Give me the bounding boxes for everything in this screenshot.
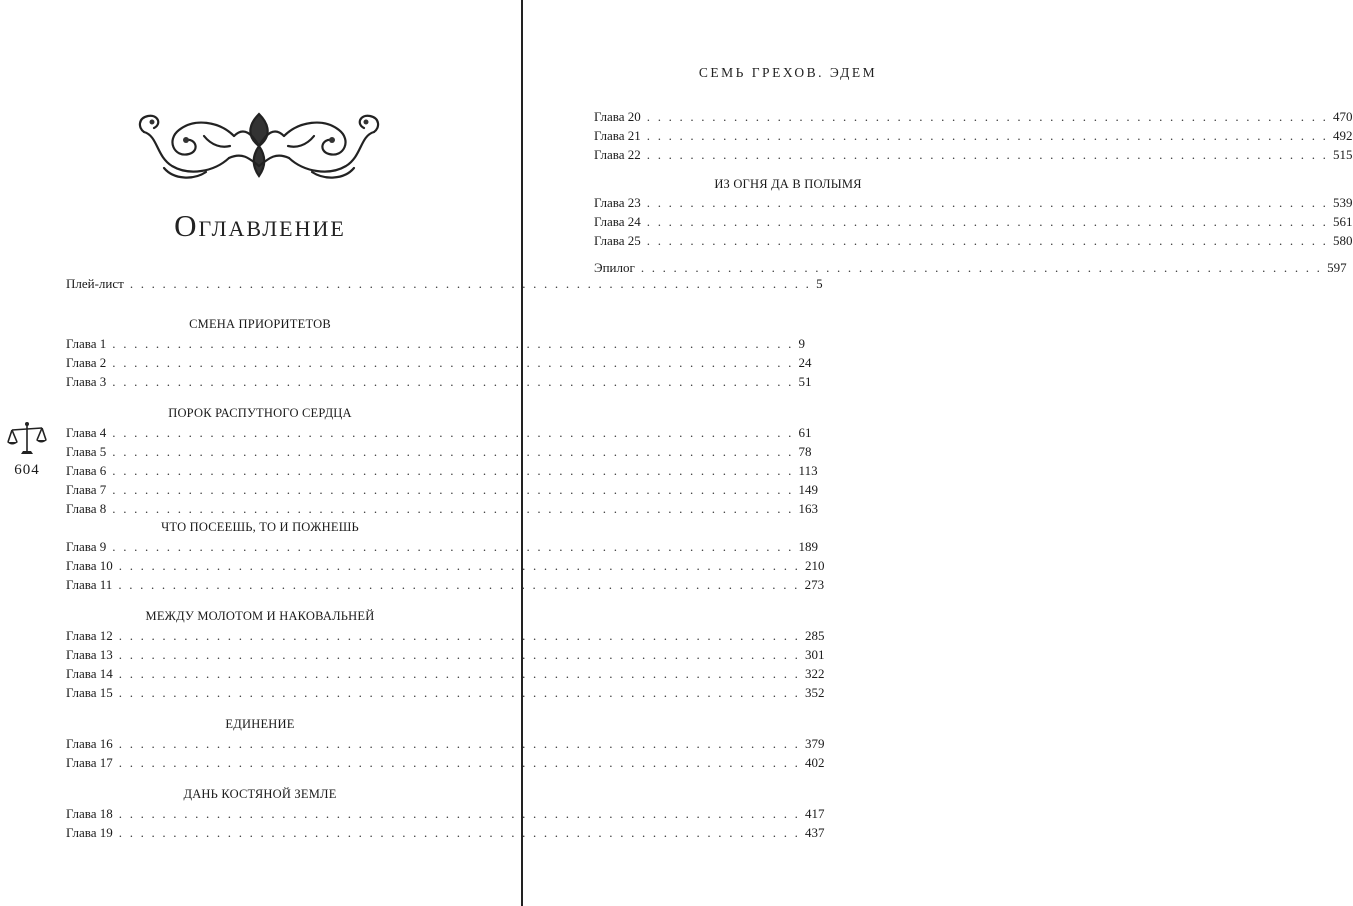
- entry-page: 322: [805, 666, 825, 681]
- leader-dots: . . . . . . . . . . . . . . . . . . . . . . . . . . . . . . . . . . . . . . . . . . . . . . . . . . . . . . . . . . . . . . .: [112, 482, 794, 497]
- entry-label: Глава 5: [66, 444, 107, 459]
- entry-page: 113: [798, 463, 818, 478]
- entry-page: 210: [805, 558, 825, 573]
- leader-dots: . . . . . . . . . . . . . . . . . . . . . . . . . . . . . . . . . . . . . . . . . . . . . . . . . . . . . . . . . . . . . . .: [112, 355, 794, 370]
- leader-dots: . . . . . . . . . . . . . . . . . . . . . . . . . . . . . . . . . . . . . . . . . . . . . . . . . . . . . . . . . . . . . . .: [646, 195, 1329, 210]
- toc-entry[interactable]: [594, 231, 1353, 250]
- toc-entry-playlist[interactable]: [66, 274, 823, 293]
- scales-icon: [7, 420, 47, 458]
- entry-label: Глава 2: [66, 355, 107, 370]
- entry-label: Эпилог: [594, 260, 635, 275]
- leader-dots: . . . . . . . . . . . . . . . . . . . . . . . . . . . . . . . . . . . . . . . . . . . . . . . . . . . . . . . . . . . . . . .: [118, 825, 801, 840]
- toc-entry[interactable]: [66, 664, 825, 683]
- toc-entry[interactable]: [594, 126, 1353, 145]
- entry-page: 51: [798, 374, 812, 389]
- entry-label: Глава 16: [66, 736, 113, 751]
- toc-entry[interactable]: [66, 645, 825, 664]
- entry-label: Глава 11: [66, 577, 113, 592]
- leader-dots: . . . . . . . . . . . . . . . . . . . . . . . . . . . . . . . . . . . . . . . . . . . . . . . . . . . . . . . . . . . . . . .: [118, 806, 801, 821]
- entry-page: 561: [1333, 214, 1353, 229]
- entry-page: 597: [1327, 260, 1347, 275]
- entry-page: 9: [798, 336, 806, 351]
- folio-block: [6, 420, 48, 479]
- running-head: СЕМЬ ГРЕХОВ. ЭДЕМ: [698, 65, 878, 80]
- entry-label: Глава 13: [66, 647, 113, 662]
- entry-page: 470: [1333, 109, 1353, 124]
- entry-label: Глава 20: [594, 109, 641, 124]
- entry-page: 379: [805, 736, 825, 751]
- toc-entry[interactable]: [66, 499, 819, 518]
- part-heading[interactable]: МЕЖДУ МОЛОТОМ И НАКОВАЛЬНЕЙ: [145, 609, 375, 623]
- entry-label: Глава 7: [66, 482, 107, 497]
- entry-label: Глава 9: [66, 539, 107, 554]
- entry-label: Глава 12: [66, 628, 113, 643]
- toc-entry[interactable]: [66, 353, 812, 372]
- entry-label: Глава 6: [66, 463, 107, 478]
- leader-dots: . . . . . . . . . . . . . . . . . . . . . . . . . . . . . . . . . . . . . . . . . . . . . . . . . . . . . . . . . . . . . . .: [112, 425, 794, 440]
- entry-label: Глава 17: [66, 755, 113, 770]
- leader-dots: . . . . . . . . . . . . . . . . . . . . . . . . . . . . . . . . . . . . . . . . . . . . . . . . . . . . . . . . . . . . . . .: [118, 577, 800, 592]
- toc-entry[interactable]: [66, 423, 812, 442]
- leader-dots: . . . . . . . . . . . . . . . . . . . . . . . . . . . . . . . . . . . . . . . . . . . . . . . . . . . . . . . . . . . . . . .: [118, 628, 801, 643]
- entry-label: Глава 18: [66, 806, 113, 821]
- toc-entry[interactable]: [66, 372, 812, 391]
- entry-page: 273: [804, 577, 825, 592]
- entry-page: 352: [805, 685, 825, 700]
- entry-page: 402: [805, 755, 825, 770]
- entry-page: 539: [1333, 195, 1353, 210]
- toc-entry-epilogue[interactable]: [594, 258, 1347, 277]
- entry-label: Глава 21: [594, 128, 641, 143]
- toc-entry[interactable]: [66, 461, 818, 480]
- entry-label: Глава 3: [66, 374, 107, 389]
- page-number: 604: [14, 462, 40, 478]
- toc-entry[interactable]: [66, 334, 806, 353]
- leader-dots: . . . . . . . . . . . . . . . . . . . . . . . . . . . . . . . . . . . . . . . . . . . . . . . . . . . . . . . . . . . . . . .: [118, 736, 801, 751]
- toc-entry[interactable]: [66, 753, 825, 772]
- leader-dots: . . . . . . . . . . . . . . . . . . . . . . . . . . . . . . . . . . . . . . . . . . . . . . . . . . . . . . . . . . . . . . .: [646, 109, 1329, 124]
- entry-page: 437: [805, 825, 825, 840]
- toc-entry[interactable]: [66, 823, 825, 842]
- toc-entry[interactable]: [66, 683, 825, 702]
- leader-dots: . . . . . . . . . . . . . . . . . . . . . . . . . . . . . . . . . . . . . . . . . . . . . . . . . . . . . . . . . . . . . . .: [112, 539, 794, 554]
- toc-entry[interactable]: [66, 575, 825, 594]
- entry-page: 285: [805, 628, 825, 643]
- toc-entry[interactable]: [66, 556, 825, 575]
- part-heading[interactable]: СМЕНА ПРИОРИТЕТОВ: [189, 317, 331, 331]
- entry-label: Глава 23: [594, 195, 641, 210]
- leader-dots: . . . . . . . . . . . . . . . . . . . . . . . . . . . . . . . . . . . . . . . . . . . . . . . . . . . . . . . . . . . . . . .: [112, 501, 794, 516]
- leader-dots: . . . . . . . . . . . . . . . . . . . . . . . . . . . . . . . . . . . . . . . . . . . . . . . . . . . . . . . . . . . . . . .: [646, 214, 1329, 229]
- entry-page: 580: [1333, 233, 1353, 248]
- entry-page: 5: [816, 276, 823, 291]
- part-heading[interactable]: ИЗ ОГНЯ ДА В ПОЛЫМЯ: [714, 177, 862, 191]
- leader-dots: . . . . . . . . . . . . . . . . . . . . . . . . . . . . . . . . . . . . . . . . . . . . . . . . . . . . . . . . . . . . . . .: [129, 276, 812, 291]
- leader-dots: . . . . . . . . . . . . . . . . . . . . . . . . . . . . . . . . . . . . . . . . . . . . . . . . . . . . . . . . . . . . . . .: [646, 147, 1329, 162]
- part-heading[interactable]: ЕДИНЕНИЕ: [225, 717, 295, 731]
- part-heading[interactable]: ДАНЬ КОСТЯНОЙ ЗЕМЛЕ: [183, 787, 337, 801]
- toc-entry[interactable]: [66, 442, 812, 461]
- leader-dots: . . . . . . . . . . . . . . . . . . . . . . . . . . . . . . . . . . . . . . . . . . . . . . . . . . . . . . . . . . . . . . .: [646, 128, 1329, 143]
- entry-label: Плей-лист: [66, 276, 124, 291]
- toc-entry[interactable]: [66, 626, 825, 645]
- toc-title: Оглавление: [174, 208, 346, 243]
- entry-label: Глава 24: [594, 214, 641, 229]
- entry-label: Глава 15: [66, 685, 113, 700]
- part-heading[interactable]: ПОРОК РАСПУТНОГО СЕРДЦА: [168, 406, 352, 420]
- leader-dots: . . . . . . . . . . . . . . . . . . . . . . . . . . . . . . . . . . . . . . . . . . . . . . . . . . . . . . . . . . . . . . .: [112, 463, 794, 478]
- entry-page: 61: [798, 425, 812, 440]
- toc-entry[interactable]: [594, 145, 1353, 164]
- leader-dots: . . . . . . . . . . . . . . . . . . . . . . . . . . . . . . . . . . . . . . . . . . . . . . . . . . . . . . . . . . . . . . .: [118, 666, 801, 681]
- entry-page: 515: [1333, 147, 1353, 162]
- entry-page: 492: [1333, 128, 1353, 143]
- toc-entry[interactable]: [66, 537, 819, 556]
- baroque-flourish-icon: [134, 106, 384, 184]
- entry-label: Глава 19: [66, 825, 113, 840]
- entry-page: 149: [798, 482, 819, 497]
- leader-dots: . . . . . . . . . . . . . . . . . . . . . . . . . . . . . . . . . . . . . . . . . . . . . . . . . . . . . . . . . . . . . . .: [118, 558, 801, 573]
- entry-page: 301: [805, 647, 825, 662]
- leader-dots: . . . . . . . . . . . . . . . . . . . . . . . . . . . . . . . . . . . . . . . . . . . . . . . . . . . . . . . . . . . . . . .: [112, 374, 794, 389]
- entry-page: 417: [805, 806, 825, 821]
- entry-label: Глава 22: [594, 147, 641, 162]
- entry-label: Глава 25: [594, 233, 641, 248]
- leader-dots: . . . . . . . . . . . . . . . . . . . . . . . . . . . . . . . . . . . . . . . . . . . . . . . . . . . . . . . . . . . . . . .: [118, 647, 801, 662]
- toc-entry[interactable]: [594, 107, 1353, 126]
- leader-dots: . . . . . . . . . . . . . . . . . . . . . . . . . . . . . . . . . . . . . . . . . . . . . . . . . . . . . . . . . . . . . . .: [640, 260, 1323, 275]
- entry-label: Глава 1: [66, 336, 107, 351]
- leader-dots: . . . . . . . . . . . . . . . . . . . . . . . . . . . . . . . . . . . . . . . . . . . . . . . . . . . . . . . . . . . . . . .: [646, 233, 1329, 248]
- entry-page: 78: [798, 444, 812, 459]
- leader-dots: . . . . . . . . . . . . . . . . . . . . . . . . . . . . . . . . . . . . . . . . . . . . . . . . . . . . . . . . . . . . . . .: [112, 336, 794, 351]
- part-heading[interactable]: ЧТО ПОСЕЕШЬ, ТО И ПОЖНЕШЬ: [161, 520, 359, 534]
- toc-entry[interactable]: [66, 734, 825, 753]
- entry-page: 24: [798, 355, 812, 370]
- toc-entry[interactable]: [66, 804, 825, 823]
- toc-entry[interactable]: [594, 193, 1353, 212]
- leader-dots: . . . . . . . . . . . . . . . . . . . . . . . . . . . . . . . . . . . . . . . . . . . . . . . . . . . . . . . . . . . . . . .: [112, 444, 794, 459]
- entry-label: Глава 8: [66, 501, 107, 516]
- toc-entry[interactable]: [594, 212, 1353, 231]
- entry-label: Глава 14: [66, 666, 113, 681]
- leader-dots: . . . . . . . . . . . . . . . . . . . . . . . . . . . . . . . . . . . . . . . . . . . . . . . . . . . . . . . . . . . . . . .: [118, 685, 801, 700]
- entry-page: 189: [798, 539, 819, 554]
- entry-page: 163: [798, 501, 819, 516]
- leader-dots: . . . . . . . . . . . . . . . . . . . . . . . . . . . . . . . . . . . . . . . . . . . . . . . . . . . . . . . . . . . . . . .: [118, 755, 801, 770]
- entry-label: Глава 10: [66, 558, 113, 573]
- toc-entry[interactable]: [66, 480, 819, 499]
- entry-label: Глава 4: [66, 425, 107, 440]
